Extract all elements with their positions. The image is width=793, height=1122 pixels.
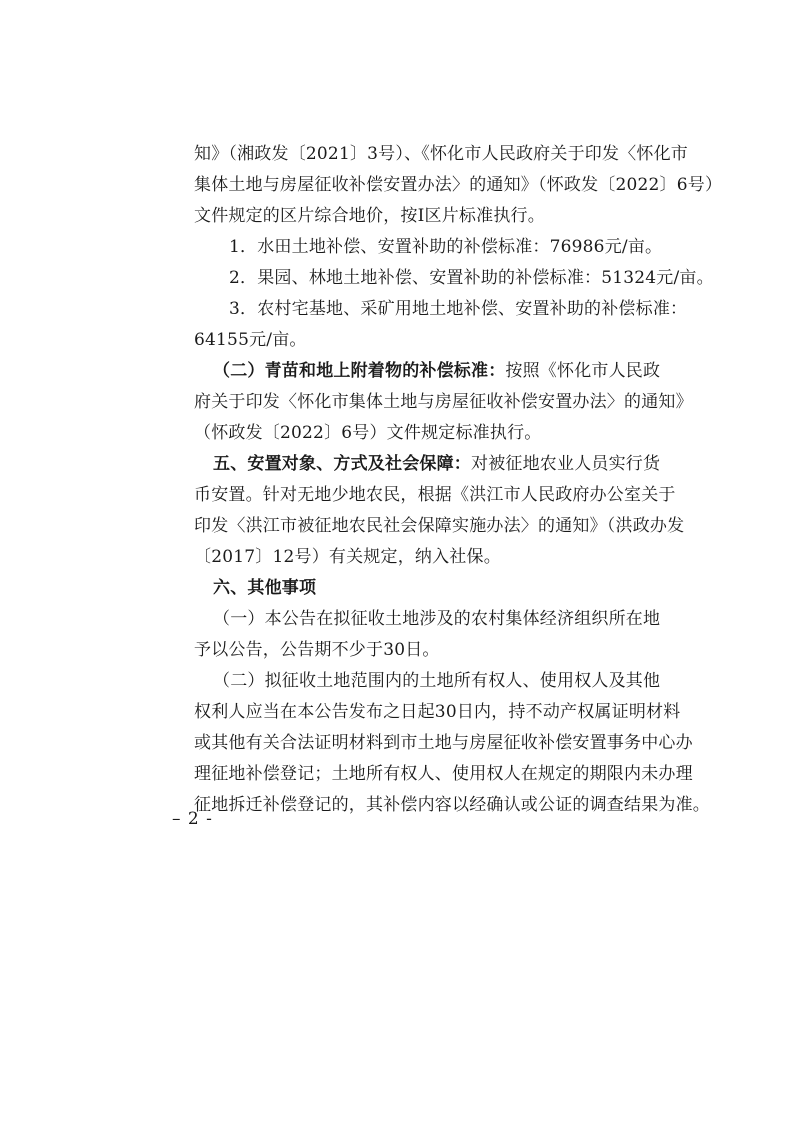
section-heading: 五、安置对象、方式及社会保障： <box>213 454 471 474</box>
section-heading: （二）青苗和地上附着物的补偿标准： <box>213 361 506 381</box>
text-line: 币安置。针对无地少地农民，根据《洪江市人民政府办公室关于 <box>194 485 676 505</box>
text-line: 府关于印发〈怀化市集体土地与房屋征收补偿安置办法〉的通知》 <box>194 392 693 412</box>
text-line: 或其他有关合法证明材料到市土地与房屋征收补偿安置事务中心办 <box>194 733 693 753</box>
text-line: 权利人应当在本公告发布之日起30日内，持不动产权属证明材料 <box>194 702 681 722</box>
text-line: 集体土地与房屋征收补偿安置办法〉的通知》（怀政发〔2022〕6号） <box>194 175 723 195</box>
text-line: 64155元/亩。 <box>194 330 307 350</box>
list-item: 2．果园、林地土地补偿、安置补助的补偿标准：51324元/亩。 <box>229 268 714 288</box>
text-line: 〔2017〕12号）有关规定，纳入社保。 <box>194 547 501 567</box>
text-line: 知》（湘政发〔2021〕3号）、《怀化市人民政府关于印发〈怀化市 <box>194 144 688 164</box>
text-line: 理征地补偿登记；土地所有权人、使用权人在规定的期限内未办理 <box>194 764 693 784</box>
section-paragraph-start: （二）青苗和地上附着物的补偿标准：按照《怀化市人民政 <box>213 361 661 381</box>
section-heading: 六、其他事项 <box>213 578 317 598</box>
text-line: 文件规定的区片综合地价，按Ⅰ区片标准执行。 <box>194 206 545 226</box>
section-paragraph-start: 五、安置对象、方式及社会保障：对被征地农业人员实行货 <box>213 454 661 474</box>
text-line: （怀政发〔2022〕6号）文件规定标准执行。 <box>194 423 542 443</box>
page-number: – 2 - <box>172 809 213 829</box>
text-line: 征地拆迁补偿登记的，其补偿内容以经确认或公证的调查结果为准。 <box>194 795 710 815</box>
text-line: （二）拟征收土地范围内的土地所有权人、使用权人及其他 <box>213 671 661 691</box>
list-item: 1．水田土地补偿、安置补助的补偿标准：76986元/亩。 <box>229 237 663 257</box>
list-item: 3．农村宅基地、采矿用地土地补偿、安置补助的补偿标准： <box>229 299 688 319</box>
text-line: 印发〈洪江市被征地农民社会保障实施办法〉的通知》（洪政办发 <box>194 516 685 536</box>
text-line: （一）本公告在拟征收土地涉及的农村集体经济组织所在地 <box>213 609 661 629</box>
section-paragraph-start <box>213 575 316 601</box>
text-line: 予以公告，公告期不少于30日。 <box>194 640 440 660</box>
